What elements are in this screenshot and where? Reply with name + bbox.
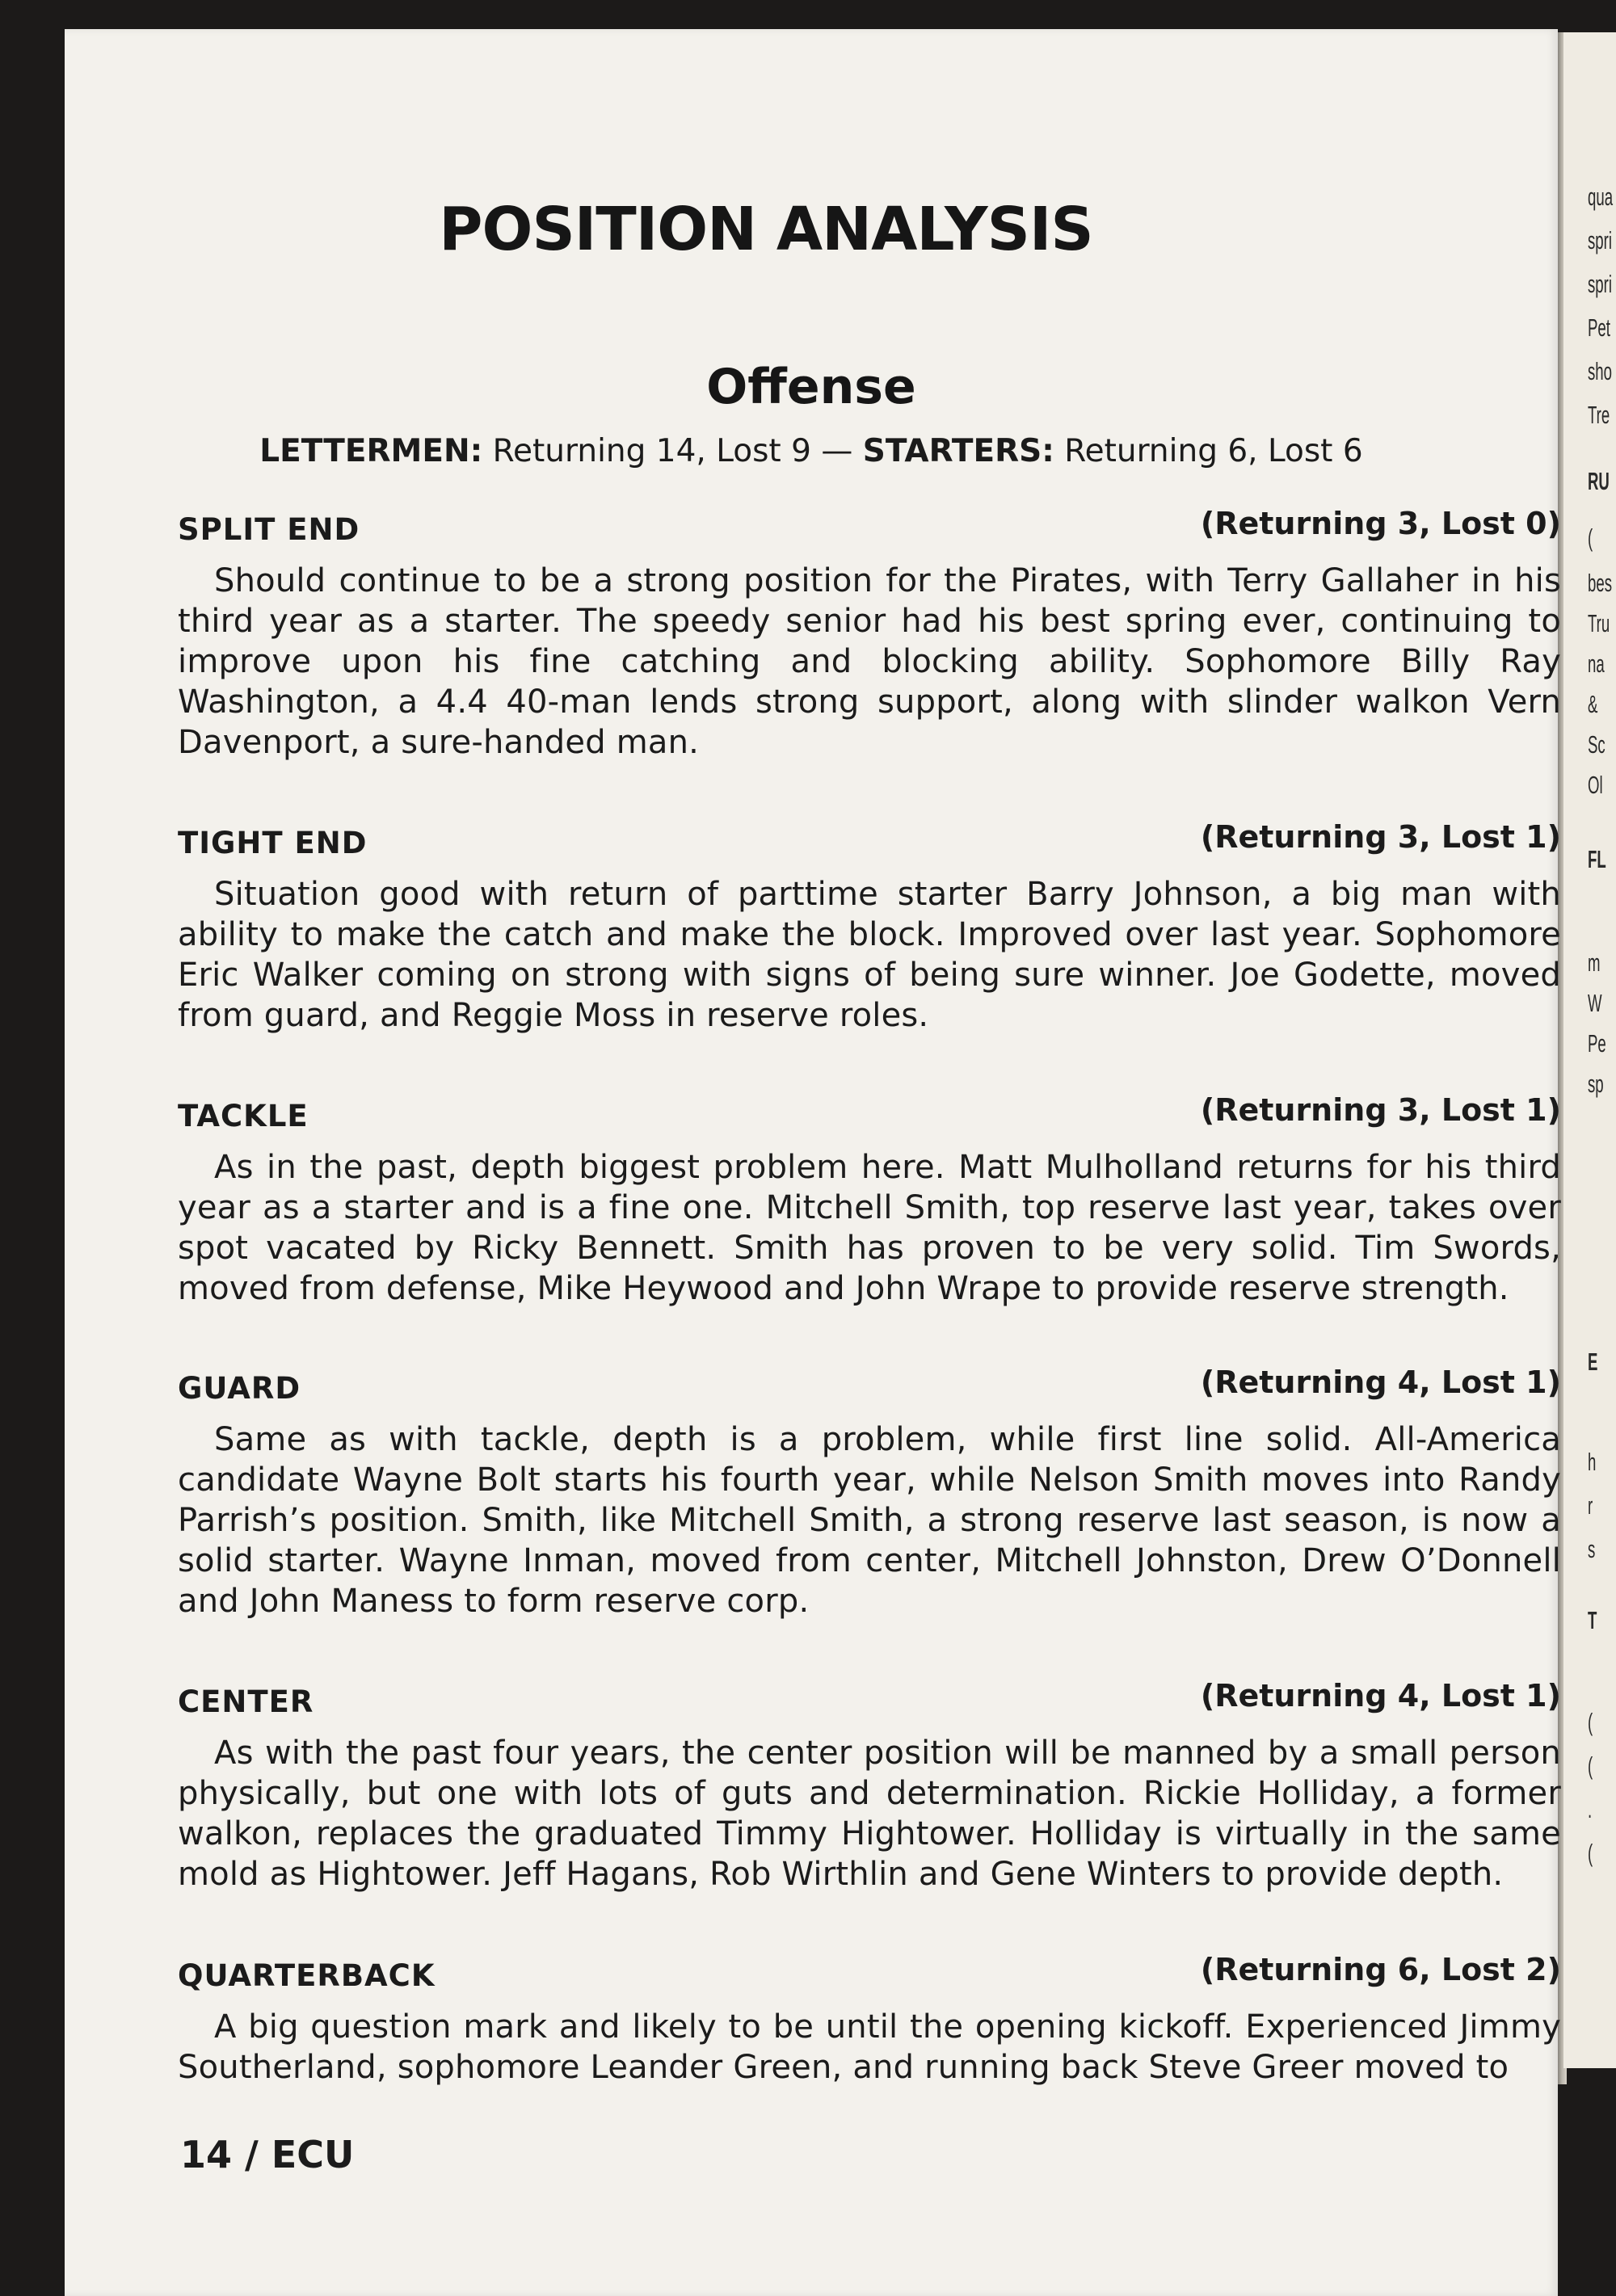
entry-heading bbox=[178, 1092, 1561, 1137]
entry-heading bbox=[178, 506, 1561, 551]
facing-text-fragment: FL bbox=[1588, 845, 1606, 873]
facing-text-fragment: ( bbox=[1588, 524, 1593, 552]
position-record: (Returning 3, Lost 1) bbox=[1200, 1092, 1561, 1128]
facing-text-fragment: Tru bbox=[1588, 609, 1610, 637]
section-title: Offense bbox=[706, 359, 916, 415]
entry-heading bbox=[178, 819, 1561, 864]
facing-text-fragment: Sc bbox=[1588, 730, 1605, 759]
position-record: (Returning 3, Lost 0) bbox=[1200, 506, 1561, 541]
entry-heading bbox=[178, 1678, 1561, 1723]
page-number-footer: 14 / ECU bbox=[180, 2133, 355, 2176]
book-page bbox=[65, 29, 1561, 2296]
page-title: POSITION ANALYSIS bbox=[439, 195, 1093, 264]
position-record: (Returning 6, Lost 2) bbox=[1200, 1952, 1561, 1987]
facing-text-fragment: spri bbox=[1588, 226, 1612, 254]
facing-text-fragment: Pe bbox=[1588, 1029, 1606, 1058]
facing-text-fragment: r bbox=[1588, 1491, 1593, 1520]
position-description: Should continue to be a strong position for the Pirates, with Terry Gallaher in his third year as a starter. The speedy senior had his best spring ever, continuing to improve upon his fine catching and blocking ability. Sophomore Billy Ray Washington, a 4.4 40-man lends strong support, along with slinder walkon Vern Davenport, a sure-handed man. bbox=[178, 562, 1561, 761]
position-name: TIGHT END bbox=[178, 826, 368, 860]
facing-text-fragment: qua bbox=[1588, 183, 1614, 211]
facing-text-fragment: RU bbox=[1588, 467, 1610, 495]
position-entry-quarterback bbox=[178, 1952, 1561, 2088]
facing-text-fragment: sho bbox=[1588, 357, 1612, 385]
position-name: CENTER bbox=[178, 1684, 314, 1719]
facing-text-fragment: . bbox=[1588, 1795, 1593, 1823]
position-name: QUARTERBACK bbox=[178, 1958, 436, 1993]
facing-text-fragment: E bbox=[1588, 1348, 1598, 1376]
entry-heading bbox=[178, 1365, 1561, 1410]
facing-page-edge bbox=[1563, 32, 1616, 2068]
facing-text-fragment: m bbox=[1588, 948, 1601, 977]
facing-text-fragment: Tre bbox=[1588, 401, 1610, 429]
facing-text-fragment: T bbox=[1588, 1606, 1597, 1634]
position-name: SPLIT END bbox=[178, 512, 360, 547]
position-entry-tight-end bbox=[178, 819, 1561, 1036]
position-entry-guard bbox=[178, 1365, 1561, 1621]
position-description: Situation good with return of parttime starter Barry Johnson, a big man with ability to make the catch and make the block. Improved over last year. Sophomore Eric Walker coming on strong with signs of being sure winner. Joe Godette, moved from guard, and Reggie Moss in reserve roles. bbox=[178, 876, 1561, 1034]
starters-value: Returning 6, Lost 6 bbox=[1064, 433, 1363, 469]
facing-text-fragment: & bbox=[1588, 690, 1598, 718]
position-description: As in the past, depth biggest problem here. Matt Mulholland returns for his third year as a starter and is a fine one. Mitchell Smith, top reserve last year, takes over spot vacated by Ricky Bennett. Smith has proven to be very solid. Tim Swords, moved from defense, Mike Heywood and John Wrape to provide reserve strength. bbox=[178, 1149, 1561, 1307]
facing-text-fragment: Ol bbox=[1588, 771, 1603, 799]
facing-text-fragment: W bbox=[1588, 989, 1602, 1017]
position-description: As with the past four years, the center position will be manned by a small person physically, but one with lots of guts and determination. Rickie Holliday, a former walkon, replaces the graduated Timmy Hightower. Holliday is virtually in the same mold as Hightower. Jeff Hagans, Rob Wirthlin and Gene Winters to provide depth. bbox=[178, 1735, 1561, 1893]
position-entry-tackle bbox=[178, 1092, 1561, 1309]
position-description: Same as with tackle, depth is a problem, while first line solid. All-America candidate Wayne Bolt starts his fourth year, while Nelson Smith moves into Randy Parrish’s position. Smith, like Mitchell Smith, a strong reserve last season, is now a solid starter. Wayne Inman, moved from center, Mitchell Johnston, Drew O’Donnell and John Maness to form reserve corp. bbox=[178, 1421, 1561, 1620]
facing-text-fragment: ( bbox=[1588, 1751, 1593, 1780]
facing-text-fragment: na bbox=[1588, 650, 1605, 678]
facing-text-fragment: bes bbox=[1588, 569, 1612, 597]
position-name: TACKLE bbox=[178, 1099, 309, 1133]
facing-text-fragment: s bbox=[1588, 1535, 1596, 1563]
facing-text-fragment: Pet bbox=[1588, 313, 1610, 342]
starters-label: STARTERS: bbox=[862, 433, 1054, 469]
facing-text-fragment: ( bbox=[1588, 1708, 1593, 1736]
entry-heading bbox=[178, 1952, 1561, 1997]
lettermen-label: LETTERMEN: bbox=[259, 433, 483, 469]
facing-text-fragment: ( bbox=[1588, 1839, 1593, 1867]
facing-text-fragment: h bbox=[1588, 1448, 1597, 1476]
position-record: (Returning 4, Lost 1) bbox=[1200, 1678, 1561, 1714]
facing-text-fragment: spri bbox=[1588, 270, 1612, 298]
facing-text-fragment: sp bbox=[1588, 1070, 1604, 1098]
position-name: GUARD bbox=[178, 1371, 301, 1406]
letterman-starter-summary bbox=[65, 433, 1558, 469]
lettermen-value: Returning 14, Lost 9 — bbox=[492, 433, 853, 469]
position-entry-center bbox=[178, 1678, 1561, 1894]
position-description: A big question mark and likely to be until the opening kickoff. Experienced Jimmy Southerland, sophomore Leander Green, and running back Steve Greer moved to bbox=[178, 2008, 1561, 2086]
position-record: (Returning 4, Lost 1) bbox=[1200, 1365, 1561, 1400]
position-entry-split-end bbox=[178, 506, 1561, 763]
position-record: (Returning 3, Lost 1) bbox=[1200, 819, 1561, 855]
